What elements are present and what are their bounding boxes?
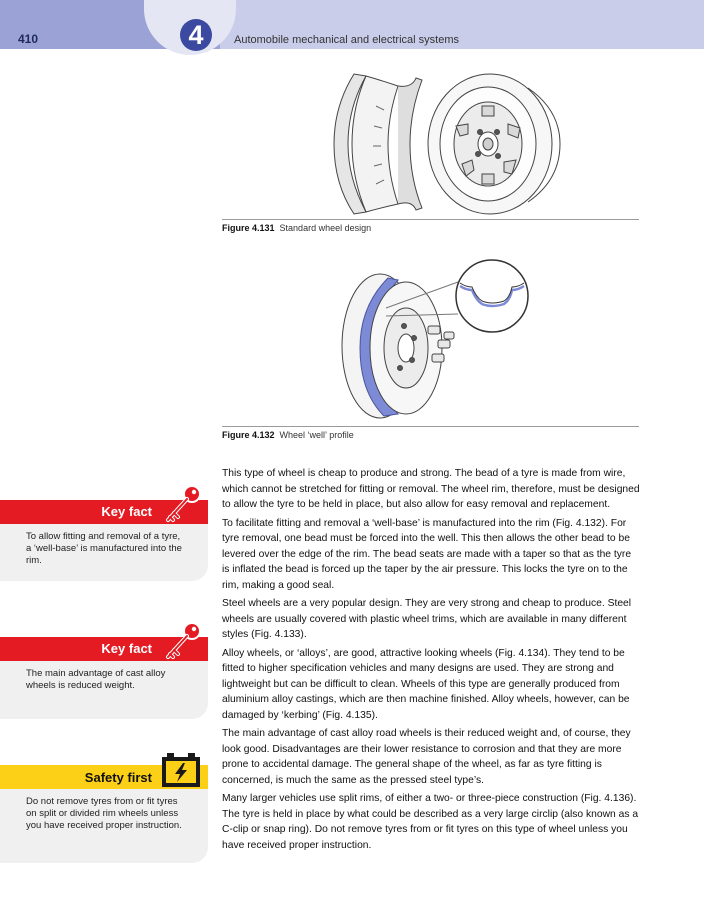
key-fact-title: Key fact [101, 504, 152, 519]
key-fact-title: Key fact [101, 641, 152, 656]
paragraph: Steel wheels are a very popular design. They are very strong and cheap to produce. Steel wheels are usually covered with plastic wheel trims, which are available in many different styles (Fig. 4.133). [222, 598, 632, 640]
figure-caption: Figure 4.131 Standard wheel design [222, 223, 372, 233]
paragraph: Many larger vehicles use split rims, of either a two- or three-piece construction (Fig. 4.136). The tyre is held in place by what could be described as a very large circlip (also known as a C-clip or snap ring). Do not remove tyres from or fit tyres on this type of wheel unless you have received proper instruction. [222, 793, 639, 851]
safety-first-title: Safety first [84, 770, 152, 785]
safety-first-text: Do not remove tyres from or fit tyres on split or divided rim wheels unless you have received proper instruction. [26, 796, 182, 831]
key-fact-text: To allow fitting and removal of a tyre, a ‘well-base’ is manufactured into the rim. [26, 531, 182, 566]
key-fact-text: The main advantage of cast alloy wheels is reduced weight. [26, 668, 166, 691]
chapter-number: 4 [180, 19, 212, 51]
body-text [222, 466, 640, 856]
page-number: 410 [18, 32, 39, 46]
paragraph: To facilitate fitting and removal a ‘well-base’ is manufactured into the rim (Fig. 4.132). For tyre removal, one bead must be forced into the well. This then allows the other bead to be levered over the edge of the rim. The bead seats are made with a taper so that as the tyre is inflated the bead is forced up the taper by the air pressure. This locks the tyre on to the rim, making a good seal. [222, 517, 632, 591]
safety-first-header [0, 765, 208, 789]
key-icon [160, 484, 204, 524]
safety-first-box [0, 765, 208, 863]
figure-4-131 [222, 66, 639, 233]
key-fact-box [0, 637, 208, 719]
paragraph: This type of wheel is cheap to produce and strong. The bead of a tyre is made from wire, which cannot be stretched for fitting or removal. The wheel rim, therefore, must be designed to allow the tyre to be held in place, but also allow for easy removal and replacement. [222, 468, 640, 510]
battery-lightning-icon [160, 751, 202, 789]
standard-wheel-illustration [222, 66, 639, 219]
paragraph: The main advantage of cast alloy road wheels is their reduced weight and, of course, they look good. Disadvantages are their lower resistance to corrosion and that they are more prone to accidental damage. The general shape of the wheel, as far as tyre fitting is concerned, is much the same as the pressed steel type’s. [222, 728, 631, 786]
key-fact-box [0, 500, 208, 581]
running-title: Automobile mechanical and electrical systems [234, 34, 459, 46]
key-fact-header [0, 500, 208, 524]
figure-caption: Figure 4.132 Wheel ‘well’ profile [222, 430, 354, 440]
key-fact-header [0, 637, 208, 661]
key-icon [160, 621, 204, 661]
wheel-well-illustration [222, 256, 639, 426]
figure-4-132 [222, 256, 639, 440]
paragraph: Alloy wheels, or ‘alloys’, are good, attractive looking wheels (Fig. 4.134). They tend to be fitted to higher specification vehicles and many designs are used. They are strong and lightweight but can be difficult to clean. Wheels of this type are generally produced from aluminium alloy castings, which are then machine finished. Alloy wheels, however, can be damaged by ‘kerbing’ (Fig. 4.135). [222, 647, 630, 721]
